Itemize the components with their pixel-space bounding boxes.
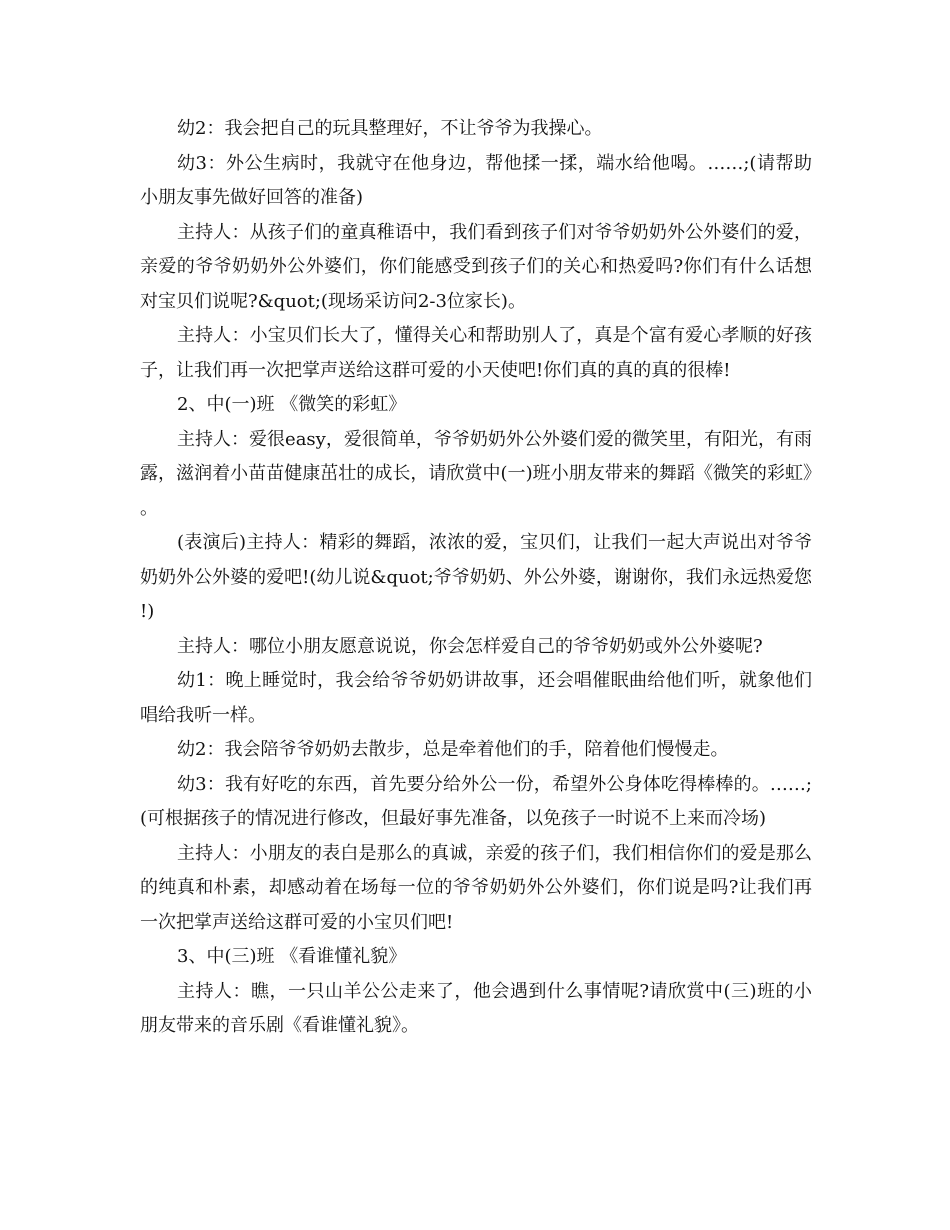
- section-heading: 3、中(三)班 《看谁懂礼貌》: [177, 946, 407, 967]
- section-heading: 2、中(一)班 《微笑的彩虹》: [177, 394, 407, 415]
- paragraph: 主持人：爱很easy，爱很简单，爷爷奶奶外公外婆们爱的微笑里，有阳光，有雨露，滋润着小苗苗健康茁壮的成长，请欣赏中(一)班小朋友带来的舞蹈《微笑的彩虹》。: [140, 428, 812, 519]
- paragraph: 主持人：小朋友的表白是那么的真诚，亲爱的孩子们，我们相信你们的爱是那么的纯真和朴素，却感动着在场每一位的爷爷奶奶外公外婆们，你们说是吗?让我们再一次把掌声送给这群可爱的小宝贝们吧!: [140, 842, 812, 933]
- paragraph: 幼1：晚上睡觉时，我会给爷爷奶奶讲故事，还会唱催眠曲给他们听，就象他们唱给我听一样。: [140, 670, 812, 726]
- paragraph: 幼2：我会陪爷爷奶奶去散步，总是牵着他们的手，陪着他们慢慢走。: [177, 739, 729, 760]
- paragraph: 主持人：哪位小朋友愿意说说，你会怎样爱自己的爷爷奶奶或外公外婆呢?: [177, 635, 763, 657]
- paragraph: 主持人：小宝贝们长大了，懂得关心和帮助别人了，真是个富有爱心孝顺的好孩子，让我们再一次把掌声送给这群可爱的小天使吧!你们真的真的真的很棒!: [140, 325, 812, 381]
- paragraph: 主持人：瞧，一只山羊公公走来了，他会遇到什么事情呢?请欣赏中(三)班的小朋友带来的音乐剧《看谁懂礼貌》。: [140, 980, 812, 1036]
- paragraph: 主持人：从孩子们的童真稚语中，我们看到孩子们对爷爷奶奶外公外婆们的爱，亲爱的爷爷奶奶外公外婆们，你们能感受到孩子们的关心和热爱吗?你们有什么话想对宝贝们说呢?&quot;(现场采访问2-3位家长)。: [140, 221, 812, 312]
- paragraph: (表演后)主持人：精彩的舞蹈，浓浓的爱，宝贝们，让我们一起大声说出对爷爷奶奶外公外婆的爱吧!(幼儿说&quot;爷爷奶奶、外公外婆，谢谢你，我们永远热爱您!): [140, 532, 812, 622]
- paragraph: 幼3：外公生病时，我就守在他身边，帮他揉一揉，端水给他喝。……;(请帮助小朋友事先做好回答的准备): [140, 152, 812, 208]
- paragraph: 幼3：我有好吃的东西，首先要分给外公一份，希望外公身体吃得棒棒的。……;(可根据孩子的情况进行修改，但最好事先准备，以免孩子一时说不上来而冷场): [140, 773, 812, 829]
- document-page: [140, 112, 812, 1044]
- paragraph: 幼2：我会把自己的玩具整理好，不让爷爷为我操心。: [177, 118, 603, 139]
